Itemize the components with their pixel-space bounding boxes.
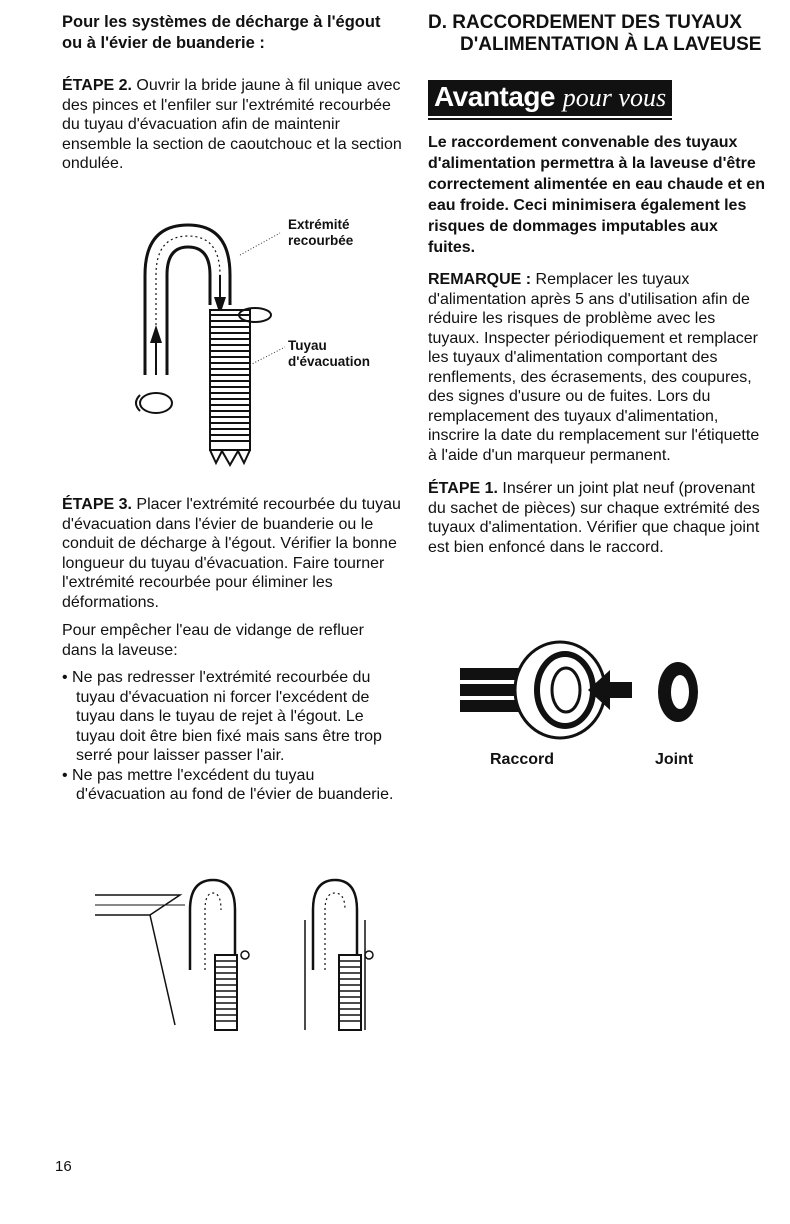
right-column bbox=[428, 12, 768, 557]
list-item: • Ne pas redresser l'extrémité recourbée du tuyau d'évacuation ni forcer l'excédent de tuyau dans le tuyau de rejet à l'égout. Le tuyau doit être bien fixé mais sans être trop serré pour laisser passer l'air. bbox=[62, 669, 382, 764]
step1-paragraph bbox=[428, 479, 768, 557]
step2-text: Ouvrir la bride jaune à fil unique avec des pinces et l'enfiler sur l'extrémité recourbée du tuyau d'évacuation afin de maintenir ensemble la section de caoutchouc et la section ondulée. bbox=[62, 77, 402, 172]
left-column-lower bbox=[62, 495, 402, 805]
section-title-line2: D'ALIMENTATION À LA LAVEUSE bbox=[460, 34, 762, 55]
list-item: • Ne pas mettre l'excédent du tuyau d'évacuation au fond de l'évier de buanderie. bbox=[62, 766, 394, 803]
advantage-badge bbox=[428, 80, 672, 122]
advantage-text: Le raccordement convenable des tuyaux d'alimentation permettra à la laveuse d'être correctement alimentée en eau chaude et en eau froide. Ceci minimisera également les risques de dommages imputables aux fuites. bbox=[428, 134, 766, 256]
badge-tail: pour vous bbox=[562, 83, 667, 112]
drain-hose-label: Tuyau d'évacuation bbox=[288, 338, 370, 369]
remark-paragraph bbox=[428, 270, 768, 465]
prevent-list bbox=[62, 668, 402, 805]
section-title bbox=[428, 12, 768, 56]
step1-label: ÉTAPE 1. bbox=[428, 480, 498, 497]
step2-paragraph bbox=[62, 76, 402, 174]
section-title-line1: D. RACCORDEMENT DES TUYAUX bbox=[428, 12, 742, 33]
left-column bbox=[62, 12, 402, 174]
curved-end-label: Extrémité recourbée bbox=[288, 217, 354, 248]
sink-and-standpipe-figure bbox=[95, 875, 385, 1035]
page-number: 16 bbox=[55, 1158, 72, 1175]
drain-systems-heading: Pour les systèmes de décharge à l'égout ou à l'évier de buanderie : bbox=[62, 13, 381, 52]
step2-label: ÉTAPE 2. bbox=[62, 77, 132, 94]
fitting-label: Raccord bbox=[490, 751, 555, 768]
remark-text: Remplacer les tuyaux d'alimentation après 5 ans d'utilisation afin de réduire les risques de problème avec les tuyaux. Inspecter périodiquement et remplacer les tuyaux d'alimentation comportant des renflements, des écrasements, des coupures, des signes d'usure ou de fuites. Lors du remplacement des tuyaux d'alimentation, inscrire la date du remplacement sur l'étiquette à l'aide d'un marqueur permanent. bbox=[428, 271, 760, 464]
step3-paragraph bbox=[62, 495, 402, 612]
step1-text: Insérer un joint plat neuf (provenant du sachet de pièces) sur chaque extrémité des tuyaux d'alimentation. Vérifier que chaque joint est bien enfoncé dans le raccord. bbox=[428, 480, 760, 556]
washer-label: Joint bbox=[655, 751, 694, 768]
step3-text: Placer l'extrémité recourbée du tuyau d'évacuation dans l'évier de buanderie ou le conduit de décharge à l'égout. Vérifier la bonne longueur du tuyau d'évacuation. Faire tourner l'extrémité recourbée pour éliminer les déformations. bbox=[62, 496, 401, 611]
badge-word: Avantage bbox=[434, 81, 556, 112]
step3-label: ÉTAPE 3. bbox=[62, 496, 132, 513]
fitting-washer-figure bbox=[460, 640, 730, 740]
drain-hose-figure bbox=[130, 215, 280, 475]
prevent-intro: Pour empêcher l'eau de vidange de refluer dans la laveuse: bbox=[62, 622, 364, 659]
remark-label: REMARQUE : bbox=[428, 271, 532, 288]
